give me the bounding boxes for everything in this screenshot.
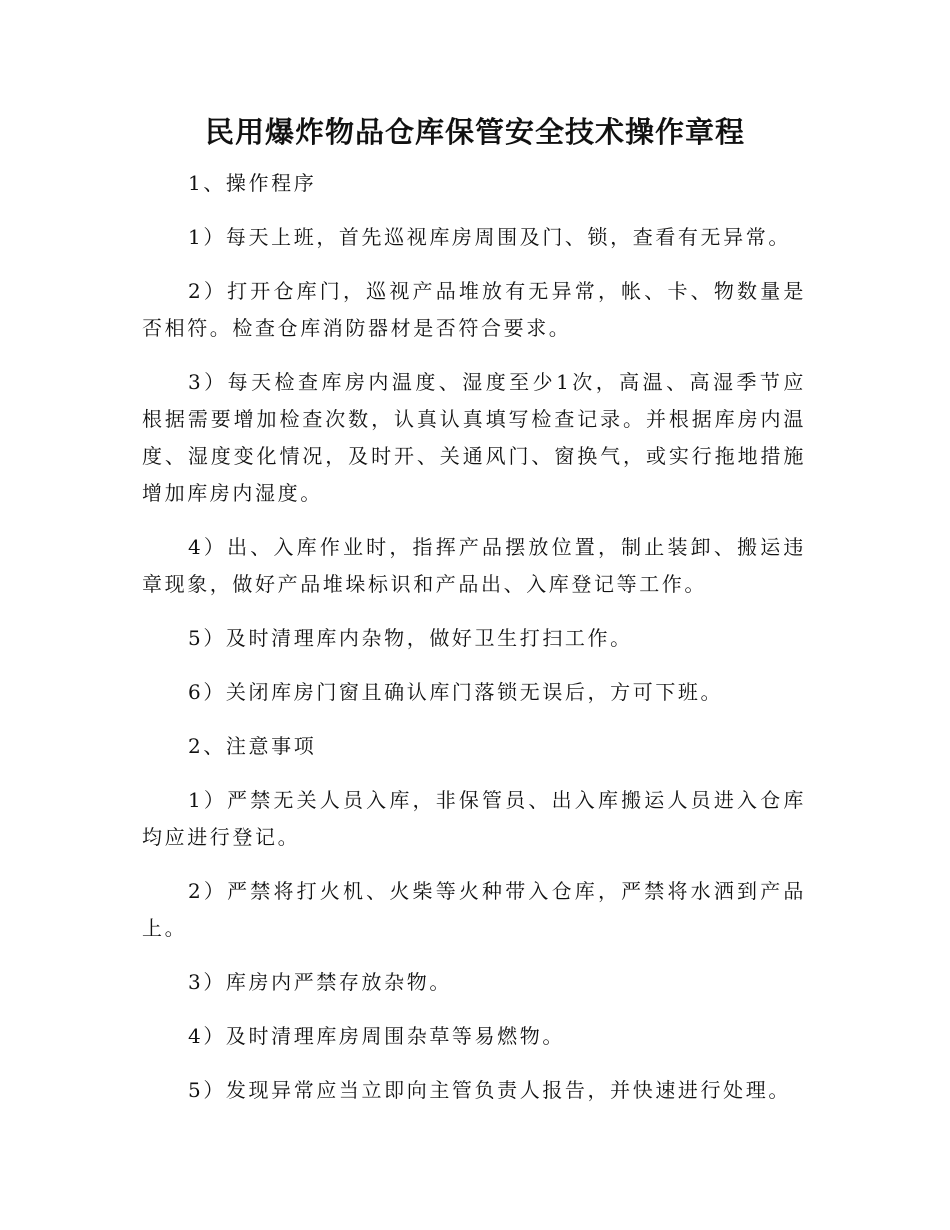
paragraph-procedure-5: 5）及时清理库内杂物，做好卫生打扫工作。 xyxy=(188,626,633,650)
paragraph-precaution-3: 3）库房内严禁存放杂物。 xyxy=(188,970,452,994)
paragraph-precaution-4: 4）及时清理库房周围杂草等易燃物。 xyxy=(188,1024,565,1048)
paragraph-precaution-5: 5）发现异常应当立即向主管负责人报告，并快速进行处理。 xyxy=(188,1078,791,1102)
paragraph-procedure-4: 4）出、入库作业时，指挥产品摆放位置，制止装卸、搬运违章现象，做好产品堆垛标识和产品出、入库登记等工作。 xyxy=(142,535,806,596)
paragraph-procedure-3: 3）每天检查库房内温度、湿度至少1次，高温、高湿季节应根据需要增加检查次数，认真认真填写检查记录。并根据库房内温度、湿度变化情况，及时开、关通风门、窗换气，或实行拖地措施增加库房内湿度。 xyxy=(142,370,806,505)
document-body xyxy=(142,165,806,1126)
paragraph-precaution-2: 2）严禁将打火机、火柴等火种带入仓库，严禁将水洒到产品上。 xyxy=(142,879,806,940)
paragraph-precaution-1: 1）严禁无关人员入库，非保管员、出入库搬运人员进入仓库均应进行登记。 xyxy=(142,788,806,849)
section-heading-operating-procedure: 1、操作程序 xyxy=(188,171,317,195)
section-heading-precautions: 2、注意事项 xyxy=(188,734,317,758)
paragraph-procedure-6: 6）关闭库房门窗且确认库门落锁无误后，方可下班。 xyxy=(188,680,724,704)
paragraph-procedure-2: 2）打开仓库门，巡视产品堆放有无异常，帐、卡、物数量是否相符。检查仓库消防器材是否符合要求。 xyxy=(142,279,806,340)
paragraph-procedure-1: 1）每天上班，首先巡视库房周围及门、锁，查看有无异常。 xyxy=(188,225,791,249)
document-title: 民用爆炸物品仓库保管安全技术操作章程 xyxy=(204,115,745,149)
